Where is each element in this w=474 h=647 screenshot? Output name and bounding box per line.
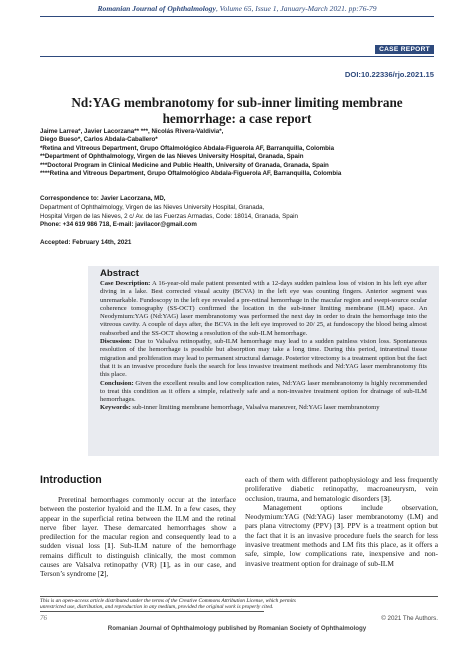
affiliation-line: ***Doctoral Program in Clinical Medicine and Public Health, University of Granada, Granada, Spain [40, 161, 329, 169]
body-paragraph [245, 475, 438, 503]
affiliation-line: **Department of Ophthalmology, Virgen de las Nieves University Hospital, Granada, Spain [40, 153, 304, 161]
license-line: This is an open-access article distributed under the terms of the Creative Commons Attribution License, which permits [40, 598, 296, 604]
affiliation-line: *Retina and Vitreous Department, Grupo Oftalmológico Abdala-Figuerola AF, Barranquilla, Colombia [40, 144, 335, 152]
abstract-discussion [100, 338, 427, 379]
journal-header [0, 4, 474, 13]
title-line-1: Nd:YAG membranotomy for sub-inner limiting membrane [71, 95, 403, 110]
header-divider [40, 16, 434, 17]
abstract-box [88, 266, 439, 456]
doi-link[interactable]: DOI:10.22336/rjo.2021.15 [344, 70, 434, 79]
introduction-heading: Introduction [40, 474, 102, 486]
correspondence-line: Department of Ophthalmology, Virgen de las Nieves University Hospital, Granada, [40, 203, 265, 211]
journal-issue: , Volume 65, Issue 1, January-March 2021. pp:76-79 [215, 4, 377, 13]
citation-link[interactable]: 1 [107, 541, 111, 551]
abstract-keywords-text: sub-inner limiting membrane hemorrhage, Valsalva maneuver, Nd:YAG laser membranotomy [130, 404, 380, 412]
citation-link[interactable]: 3 [383, 493, 388, 503]
publisher-line: Romanian Journal of Ophthalmology published by Romanian Society of Ophthalmology [107, 625, 367, 632]
correspondence-heading: Correspondence to: Javier Lacorzana, MD, [40, 195, 166, 202]
author-line: Diego Bueso*, Carlos Abdala-Caballero* [40, 136, 158, 144]
text-run: Preretinal hemorrhages commonly occur at the interface between the posterior hyaloid and the ILM. In a few cases, they appear in the superficial retina between the ILM and the retinal nerve fiber layer. These demarcated hemorrhages show a predilection for the macular region and consequently lead to a sudden visual loss [ [40, 495, 236, 551]
citation-link[interactable]: 2 [100, 569, 104, 579]
citation-link[interactable]: 1 [162, 560, 167, 570]
page-number: 76 [40, 614, 47, 622]
text-run: Management options include observation, Neodymium:YAG (Nd:YAG) laser membranotomy (LM) and pars plana vitrectomy (PPV) [ [245, 502, 438, 531]
abstract-conclusion [100, 380, 427, 405]
abstract-conclusion-text: Given the excellent results and low complication rates, Nd:YAG laser membranotomy is highly recommended to treat this condition as it offers a simple, relatively safe and a non-invasive treatment option for drainage of sub-ILM hemorrhages. [100, 379, 427, 404]
journal-name: Romanian Journal of Ophthalmology [97, 4, 216, 13]
article-title [40, 95, 434, 127]
correspondence-line: Hospital Virgen de las Nieves, 2 c/ Av. de las Fuerzas Armadas, Code: 18014, Granada, Spain [40, 212, 298, 220]
affiliation-line: ****Retina and Vitreous Department, Grupo Oftalmológico Abdala-Figuerola AF, Barranquilla, Colombia [40, 170, 342, 178]
abstract-heading: Abstract [100, 268, 139, 279]
copyright-notice: © 2021 The Authors. [381, 615, 438, 622]
badge-divider [40, 56, 434, 57]
abstract-discussion-text: Due to Valsalva retinopathy, sub-ILM hemorrhage may lead to a sudden painless vision loss. Spontaneous resolution of the hemorrhage is possible but absorption may take a long time. During this period, intraretinal tissue migration and proliferation may lead to permanent structural damage. Posterior vitrectomy is a treatment option but the fact that it is an invasive procedure fuels the search for less invasive treatment methods and Nd:YAG laser membranotomy fits this place. [100, 338, 427, 379]
left-column [40, 474, 236, 579]
citation-link[interactable]: 3 [336, 521, 341, 531]
correspondence-contact: Phone: +34 619 986 718, E-mail: javilacor@gmail.com [40, 221, 197, 229]
right-column [245, 475, 438, 568]
footer-divider [40, 596, 438, 597]
text-run: each of them with different pathophysiology and less frequently proliferative diabetic retinopathy, macroaneurysm, vein occlusion, trauma, and hematologic disorders [ [245, 475, 438, 503]
abstract-keywords [100, 404, 427, 412]
body-paragraph [245, 503, 438, 568]
text-run: ], [103, 569, 109, 579]
text-run: ]. PPV is a treatment option but the fact that it is an invasive procedure fuels the search for less invasive treatment methods and LM fits this place, as it offers a safe, simple, low complications rate, inexpensive and non-invasive treatment option for drainage of sub-ILM [245, 521, 438, 568]
correspondence-block [40, 195, 434, 230]
license-note [40, 598, 438, 611]
accepted-date: Accepted: February 14th, 2021 [40, 239, 132, 246]
introduction-paragraph [40, 495, 236, 579]
text-run: ], as in our case, and Terson’s syndrome [ [40, 560, 237, 579]
abstract-case-label: Case Description: [100, 280, 151, 287]
author-block [40, 128, 434, 178]
abstract-keywords-label: Keywords: [100, 404, 131, 412]
abstract-conclusion-label: Conclusion: [100, 379, 134, 387]
title-line-2: hemorrhage: a case report [162, 111, 312, 126]
text-run: ]. [387, 493, 392, 503]
abstract-case-text: A 16-year-old male patient presented with a 12-days sudden painless loss of vision in his left eye after diving in a lake. Best corrected visual acuity (BCVA) in the left eye was counting fingers. Anterior segment was unremarkable. Fundoscopy in the left eye revealed a pre-retinal hemorrhage in the macular region and swept-source ocular coherence tomography (SS-OCT) confirmed the location in the sub-inner limiting membrane (ILM) space. An Neodymium:YAG (Nd:YAG) laser membranotomy was performed the next day in order to drain the hemorrhage into the vitreous cavity. A couple of days after, the BCVA in the left eye improved to 20/ 25, at fundoscopy the blood being almost reabsorbed and the SS-OCT showing a resolution of the sub-ILM hemorrhage. [100, 280, 427, 337]
article-type-badge: CASE REPORT [375, 45, 434, 54]
license-line: unrestricted use, distribution, and reproduction in any medium, provided the original work is properly cited. [40, 604, 274, 611]
license-divider [40, 611, 264, 612]
text-run: ]. Sub-ILM nature of the hemorrhage remains difficult to distinguish clinically, the most common causes are Valsalva retinopathy (VR) [ [40, 541, 236, 570]
abstract-case-description [100, 280, 427, 338]
abstract-discussion-label: Discussion: [100, 338, 132, 346]
author-line: Jaime Larrea*, Javier Lacorzana** ***, Nicolás Rivera-Valdivia*, [40, 128, 224, 135]
